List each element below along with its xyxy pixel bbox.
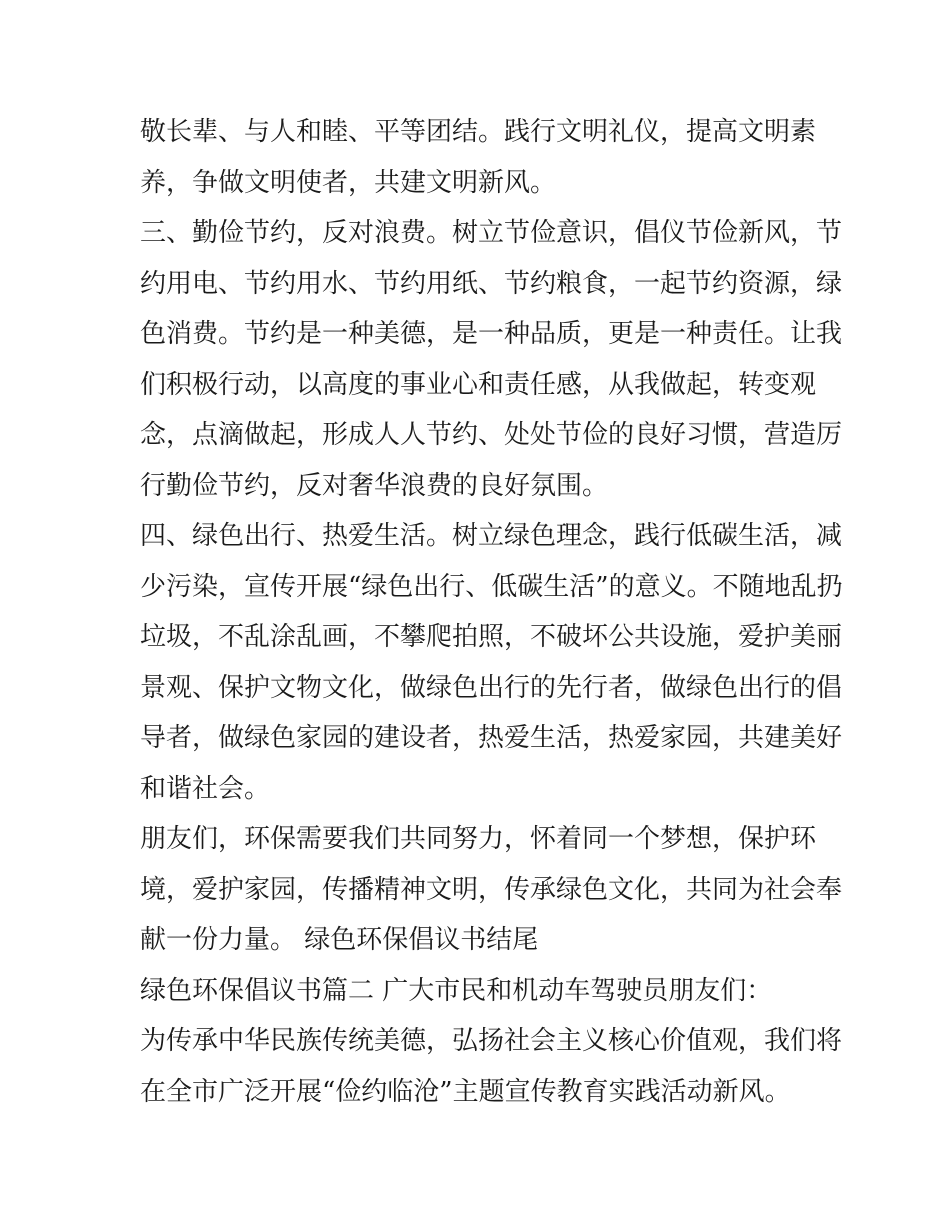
text-line: 色消费。节约是一种美德，是一种品质，更是一种责任。让我	[140, 319, 843, 349]
text-line: 景观、保护文物文化，做绿色出行的先行者，做绿色出行的倡	[140, 672, 843, 703]
text-line: 和谐社会。	[140, 773, 271, 804]
document-body	[140, 107, 843, 1117]
text-line: 绿色环保倡议书篇二 广大市民和机动车驾驶员朋友们：	[140, 975, 773, 1006]
text-line: 三、勤俭节约，反对浪费。树立节俭意识，倡仪节俭新风，节	[140, 218, 843, 248]
text-line: 四、绿色出行、热爱生活。树立绿色理念，践行低碳生活，减	[140, 521, 843, 551]
text-line: 念，点滴做起，形成人人节约、处处节俭的良好习惯，营造厉	[140, 420, 843, 450]
text-line: 境，爱护家园，传播精神文明，传承绿色文化，共同为社会奉	[140, 874, 843, 905]
text-line: 们积极行动，以高度的事业心和责任感，从我做起，转变观	[140, 369, 817, 400]
text-line: 朋友们，环保需要我们共同努力，怀着同一个梦想，保护环	[140, 824, 817, 854]
text-line: 少污染，宣传开展“绿色出行、低碳生活”的意义。不随地乱扔	[140, 571, 843, 602]
text-line: 献一份力量。 绿色环保倡议书结尾	[140, 925, 539, 955]
text-line: 行勤俭节约，反对奢华浪费的良好氛围。	[140, 470, 609, 501]
text-line: 为传承中华民族传统美德，弘扬社会主义核心价值观，我们将	[140, 1026, 843, 1056]
text-line: 在全市广泛开展“俭约临沧”主题宣传教育实践活动新风。	[140, 1076, 791, 1107]
text-line: 敬长辈、与人和睦、平等团结。践行文明礼仪，提高文明素	[140, 117, 817, 147]
text-line: 垃圾，不乱涂乱画，不攀爬拍照，不破坏公共设施，爱护美丽	[140, 622, 843, 652]
text-line: 养，争做文明使者，共建文明新风。	[140, 167, 557, 198]
text-line: 约用电、节约用水、节约用纸、节约粮食，一起节约资源，绿	[140, 268, 843, 299]
text-line: 导者，做绿色家园的建设者，热爱生活，热爱家园，共建美好	[140, 723, 843, 753]
